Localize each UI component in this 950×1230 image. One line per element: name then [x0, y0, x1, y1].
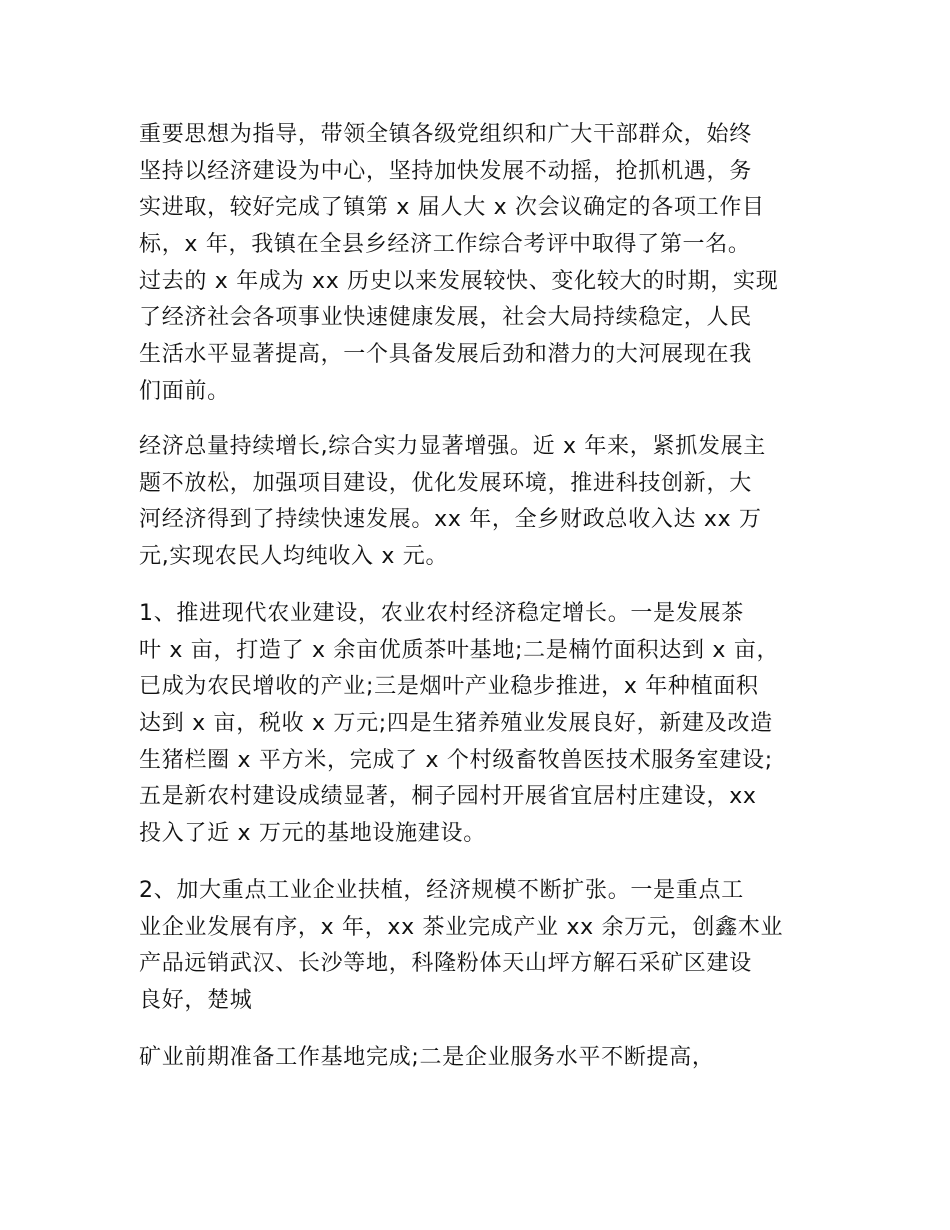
text-line: 产品远销武汉、长沙等地，科隆粉体天山坪方解石采矿区建设: [139, 951, 752, 977]
text-line: 矿业前期准备工作基地完成;二是企业服务水平不断提高，: [139, 1045, 715, 1070]
text-line: 坚持以经济建设为中心，坚持加快发展不动摇，抢抓机遇，务: [139, 158, 752, 184]
text-line: 过去的 x 年成为 xx 历史以来发展较快、变化较大的时期，实现: [139, 268, 779, 294]
paragraph-agriculture: [139, 596, 779, 853]
text-line: 2、加大重点工业企业扶植，经济规模不断扩张。一是重点工: [139, 878, 744, 903]
paragraph-mining: [139, 1040, 715, 1077]
text-line: 们面前。: [139, 378, 230, 404]
paragraph-summary: [139, 117, 778, 411]
text-line: 达到 x 亩，税收 x 万元;四是生猪养殖业发展良好，新建及改造: [139, 711, 773, 737]
text-line: 生猪栏圈 x 平方米，完成了 x 个村级畜牧兽医技术服务室建设;: [139, 747, 773, 773]
text-line: 重要思想为指导，带领全镇各级党组织和广大干部群众，始终: [139, 122, 752, 147]
text-line: 已成为农民增收的产业;三是烟叶产业稳步推进，x 年种植面积: [139, 674, 759, 700]
text-line: 良好，楚城: [139, 988, 253, 1014]
text-line: 叶 x 亩，打造了 x 余亩优质茶叶基地;二是楠竹面积达到 x 亩，: [139, 637, 780, 663]
text-line: 标，x 年，我镇在全县乡经济工作综合考评中取得了第一名。: [139, 232, 751, 258]
paragraph-economy: [139, 429, 766, 576]
text-line: 1、推进现代农业建设，农业农村经济稳定增长。一是发展茶: [139, 601, 744, 626]
text-line: 实进取，较好完成了镇第 x 届人大 x 次会议确定的各项工作目: [139, 195, 765, 221]
text-line: 了经济社会各项事业快速健康发展，社会大局持续稳定，人民: [139, 305, 752, 331]
text-line: 投入了近 x 万元的基地设施建设。: [139, 821, 486, 847]
paragraph-industry: [139, 873, 783, 1020]
text-line: 五是新农村建设成绩显著，桐子园村开展省宜居村庄建设，xx: [139, 784, 757, 810]
text-line: 元,实现农民人均纯收入 x 元。: [139, 544, 449, 570]
text-line: 河经济得到了持续快速发展。xx 年，全乡财政总收入达 xx 万: [139, 507, 762, 533]
text-line: 题不放松，加强项目建设，优化发展环境，推进科技创新，大: [139, 470, 752, 496]
text-line: 生活水平显著提高，一个具备发展后劲和潜力的大河展现在我: [139, 342, 752, 368]
text-line: 经济总量持续增长,综合实力显著增强。近 x 年来，紧抓发展主: [139, 434, 767, 459]
text-line: 业企业发展有序，x 年，xx 茶业完成产业 xx 余万元，创鑫木业: [139, 914, 784, 940]
